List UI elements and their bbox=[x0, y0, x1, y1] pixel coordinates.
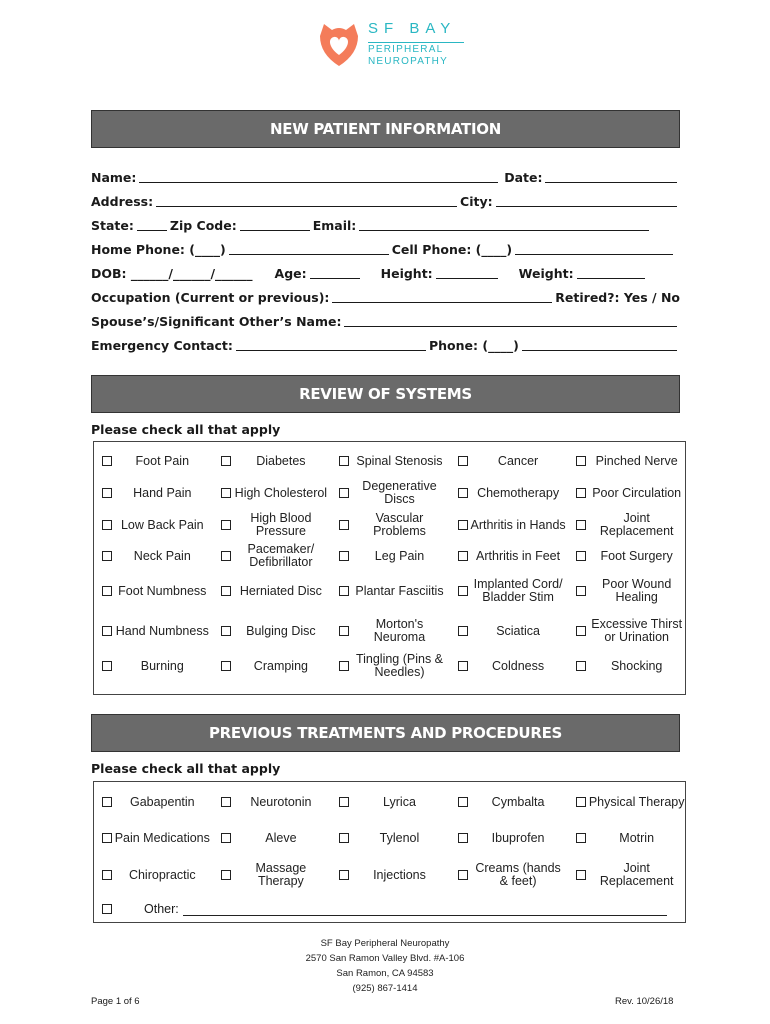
treatments-instruction: Please check all that apply bbox=[91, 761, 281, 776]
footer-city: San Ramon, CA 94583 bbox=[336, 968, 434, 979]
checklist-item-pacemaker-defibrillator[interactable] bbox=[213, 543, 332, 569]
occupation-field[interactable] bbox=[332, 288, 552, 303]
checklist-item-joint-replacement[interactable] bbox=[568, 862, 687, 888]
checkbox[interactable] bbox=[102, 833, 112, 843]
checkbox[interactable] bbox=[339, 488, 349, 498]
checklist-label: Motrin bbox=[619, 830, 655, 845]
checklist-item-vascular-problems[interactable] bbox=[331, 512, 450, 538]
city-label: City: bbox=[460, 194, 493, 209]
weight-field[interactable] bbox=[577, 264, 645, 279]
checklist-label: Tingling (Pins & Needles) bbox=[355, 652, 444, 679]
checklist-label: Coldness bbox=[492, 658, 545, 673]
logo-text-sf-bay: SF BAY bbox=[368, 20, 457, 37]
checkbox[interactable] bbox=[102, 797, 112, 807]
checkbox[interactable] bbox=[576, 586, 586, 596]
checkbox[interactable] bbox=[458, 586, 468, 596]
email-label: Email: bbox=[312, 218, 357, 233]
checklist-item-cramping[interactable] bbox=[213, 660, 332, 673]
checkbox[interactable] bbox=[576, 661, 586, 671]
checklist-label: Spinal Stenosis bbox=[356, 453, 443, 468]
checklist-item-neurotonin[interactable] bbox=[213, 796, 332, 809]
checklist-item-foot-pain[interactable] bbox=[94, 455, 213, 468]
checkbox[interactable] bbox=[458, 520, 468, 530]
checklist-label: Leg Pain bbox=[374, 548, 425, 563]
checkbox[interactable] bbox=[339, 551, 349, 561]
checkbox[interactable] bbox=[102, 456, 112, 466]
checklist-row bbox=[94, 445, 685, 477]
email-field[interactable] bbox=[359, 216, 649, 231]
checklist-item-injections[interactable] bbox=[331, 869, 450, 882]
checklist-item-gabapentin[interactable] bbox=[94, 796, 213, 809]
checklist-item-spinal-stenosis[interactable] bbox=[331, 455, 450, 468]
checklist-item-leg-pain[interactable] bbox=[331, 550, 450, 563]
occupation-label: Occupation (Current or previous): bbox=[91, 290, 330, 305]
checklist-label: Pain Medications bbox=[114, 830, 210, 845]
checklist-item-high-cholesterol[interactable] bbox=[213, 487, 332, 500]
checklist-label: Hand Numbness bbox=[115, 623, 209, 638]
checklist-label: Pacemaker/ Defibrillator bbox=[247, 542, 315, 569]
checklist-label: Plantar Fasciitis bbox=[355, 583, 444, 598]
checkbox[interactable] bbox=[221, 520, 231, 530]
checkbox[interactable] bbox=[102, 520, 112, 530]
checkbox[interactable] bbox=[339, 626, 349, 636]
name-field[interactable] bbox=[139, 168, 498, 183]
checklist-item-bulging-disc[interactable] bbox=[213, 625, 332, 638]
checkbox[interactable] bbox=[221, 586, 231, 596]
emergency-phone-label: Phone: (____) bbox=[429, 338, 519, 353]
checklist-item-physical-therapy[interactable] bbox=[568, 796, 687, 809]
checkbox[interactable] bbox=[576, 833, 586, 843]
checklist-item-lyrica[interactable] bbox=[331, 796, 450, 809]
checkbox[interactable] bbox=[458, 626, 468, 636]
checkbox[interactable] bbox=[339, 661, 349, 671]
checkbox[interactable] bbox=[458, 661, 468, 671]
checkbox[interactable] bbox=[458, 870, 468, 880]
checklist-label: Cancer bbox=[497, 453, 539, 468]
occupation-row bbox=[91, 286, 680, 310]
checklist-item-tingling-pins-needles[interactable] bbox=[331, 653, 450, 679]
checklist-item-shocking[interactable] bbox=[568, 660, 687, 673]
dob-label[interactable]: DOB: ______/______/______ bbox=[91, 266, 253, 281]
name-label: Name: bbox=[91, 170, 137, 185]
checkbox[interactable] bbox=[221, 661, 231, 671]
checklist-item-sciatica[interactable] bbox=[450, 625, 569, 638]
checklist-row bbox=[94, 785, 685, 819]
treatments-checklist bbox=[93, 781, 686, 923]
checklist-item-cancer[interactable] bbox=[450, 455, 569, 468]
logo-text-neuropathy: NEUROPATHY bbox=[368, 56, 448, 67]
checkbox[interactable] bbox=[221, 626, 231, 636]
checklist-label: Excessive Thirst or Urination bbox=[591, 617, 683, 644]
checklist-item-foot-surgery[interactable] bbox=[568, 550, 687, 563]
checkbox[interactable] bbox=[339, 870, 349, 880]
checklist-item-massage-therapy[interactable] bbox=[213, 862, 332, 888]
address-label: Address: bbox=[91, 194, 154, 209]
spouse-field[interactable] bbox=[344, 312, 677, 327]
checklist-item-plantar-fasciitis[interactable] bbox=[331, 585, 450, 598]
checklist-item-poor-wound-healing[interactable] bbox=[568, 578, 687, 604]
checklist-label: Foot Pain bbox=[135, 453, 190, 468]
checklist-item-ibuprofen[interactable] bbox=[450, 832, 569, 845]
checklist-label: Implanted Cord/ Bladder Stim bbox=[473, 577, 563, 604]
checkbox[interactable] bbox=[221, 488, 231, 498]
retired-label[interactable]: Retired?: Yes / No bbox=[555, 290, 680, 305]
checklist-item-tylenol[interactable] bbox=[331, 832, 450, 845]
section-header-treatments: PREVIOUS TREATMENTS AND PROCEDURES bbox=[91, 714, 680, 752]
checklist-label: Joint Replacement bbox=[599, 511, 674, 538]
checkbox[interactable] bbox=[576, 797, 586, 807]
other-checkbox[interactable] bbox=[102, 904, 112, 914]
checklist-item-excessive-thirst-or-urination[interactable] bbox=[568, 618, 687, 644]
checkbox[interactable] bbox=[576, 870, 586, 880]
checkbox[interactable] bbox=[221, 797, 231, 807]
checkbox[interactable] bbox=[339, 520, 349, 530]
state-field[interactable] bbox=[137, 216, 167, 231]
state-label: State: bbox=[91, 218, 134, 233]
checklist-label: Vascular Problems bbox=[373, 511, 426, 538]
zip-label: Zip Code: bbox=[169, 218, 237, 233]
checkbox[interactable] bbox=[339, 586, 349, 596]
checklist-label: Low Back Pain bbox=[120, 517, 204, 532]
checkbox[interactable] bbox=[458, 456, 468, 466]
checklist-item-low-back-pain[interactable] bbox=[94, 519, 213, 532]
checklist-item-pain-medications[interactable] bbox=[94, 832, 213, 845]
systems-checklist bbox=[93, 441, 686, 695]
checklist-item-implanted-cord-bladder-stim[interactable] bbox=[450, 578, 569, 604]
checklist-item-cymbalta[interactable] bbox=[450, 796, 569, 809]
checklist-item-neck-pain[interactable] bbox=[94, 550, 213, 563]
checklist-label: Sciatica bbox=[496, 623, 540, 638]
checklist-item-motrin[interactable] bbox=[568, 832, 687, 845]
dob-row bbox=[91, 262, 680, 286]
checklist-label: Foot Surgery bbox=[600, 548, 673, 563]
checklist-label: Injections bbox=[373, 867, 426, 882]
emergency-row bbox=[91, 334, 680, 358]
checkbox[interactable] bbox=[458, 488, 468, 498]
checklist-item-burning[interactable] bbox=[94, 660, 213, 673]
checkbox[interactable] bbox=[102, 586, 112, 596]
checklist-label: Arthritis in Feet bbox=[476, 548, 561, 563]
footer-street: 2570 San Ramon Valley Blvd. #A-106 bbox=[305, 953, 465, 964]
checklist-label: Neck Pain bbox=[133, 548, 191, 563]
height-label: Height: bbox=[380, 266, 433, 281]
emergency-label: Emergency Contact: bbox=[91, 338, 233, 353]
checklist-label: Tylenol bbox=[379, 830, 420, 845]
checkbox[interactable] bbox=[102, 661, 112, 671]
checkbox[interactable] bbox=[458, 797, 468, 807]
checkbox[interactable] bbox=[221, 870, 231, 880]
checklist-label: Arthritis in Hands bbox=[470, 517, 566, 532]
checklist-row bbox=[94, 611, 685, 651]
checklist-label: Burning bbox=[140, 658, 184, 673]
phone-row bbox=[91, 238, 680, 262]
checklist-item-chemotherapy[interactable] bbox=[450, 487, 569, 500]
checklist-label: Bulging Disc bbox=[246, 623, 316, 638]
checklist-row bbox=[94, 651, 685, 681]
checklist-item-hand-numbness[interactable] bbox=[94, 625, 213, 638]
checklist-label: Pinched Nerve bbox=[595, 453, 678, 468]
checkbox[interactable] bbox=[102, 488, 112, 498]
spouse-row bbox=[91, 310, 680, 334]
checkbox[interactable] bbox=[339, 797, 349, 807]
checklist-item-arthritis-in-hands[interactable] bbox=[450, 519, 569, 532]
checkbox[interactable] bbox=[576, 456, 586, 466]
checkbox[interactable] bbox=[102, 551, 112, 561]
checklist-label: Joint Replacement bbox=[599, 861, 674, 888]
checklist-label: Foot Numbness bbox=[118, 583, 207, 598]
checkbox[interactable] bbox=[576, 520, 586, 530]
emergency-field[interactable] bbox=[236, 336, 426, 351]
checklist-item-arthritis-in-feet[interactable] bbox=[450, 550, 569, 563]
checklist-item-aleve[interactable] bbox=[213, 832, 332, 845]
checklist-item-foot-numbness[interactable] bbox=[94, 585, 213, 598]
checklist-label: Shocking bbox=[610, 658, 663, 673]
checklist-item-coldness[interactable] bbox=[450, 660, 569, 673]
checklist-row bbox=[94, 477, 685, 509]
cell-phone-field[interactable] bbox=[515, 240, 673, 255]
emergency-phone-field[interactable] bbox=[522, 336, 677, 351]
checklist-item-hand-pain[interactable] bbox=[94, 487, 213, 500]
patient-info-form bbox=[91, 166, 680, 358]
checklist-label: Degenerative Discs bbox=[362, 479, 437, 506]
checklist-row bbox=[94, 571, 685, 611]
checklist-label: High Cholesterol bbox=[234, 485, 328, 500]
height-field[interactable] bbox=[436, 264, 498, 279]
section-header-patient-info: NEW PATIENT INFORMATION bbox=[91, 110, 680, 148]
checklist-label: Neurotonin bbox=[250, 794, 312, 809]
checkbox[interactable] bbox=[221, 551, 231, 561]
cell-phone-label: Cell Phone: (____) bbox=[391, 242, 513, 257]
checkbox[interactable] bbox=[339, 456, 349, 466]
checklist-label: Morton's Neuroma bbox=[373, 617, 426, 644]
checkbox[interactable] bbox=[576, 626, 586, 636]
checklist-item-herniated-disc[interactable] bbox=[213, 585, 332, 598]
other-label: Other: bbox=[144, 902, 179, 916]
home-phone-field[interactable] bbox=[229, 240, 389, 255]
footer-address bbox=[0, 936, 770, 996]
revision-date: Rev. 10/26/18 bbox=[615, 996, 674, 1007]
checklist-label: Diabetes bbox=[256, 453, 306, 468]
checklist-item-creams-hands-feet[interactable] bbox=[450, 862, 569, 888]
checkbox[interactable] bbox=[576, 551, 586, 561]
checkbox[interactable] bbox=[221, 456, 231, 466]
name-row bbox=[91, 166, 680, 190]
checklist-label: Herniated Disc bbox=[239, 583, 322, 598]
checklist-label: Poor Circulation bbox=[592, 485, 682, 500]
address-field[interactable] bbox=[156, 192, 457, 207]
checkbox[interactable] bbox=[458, 833, 468, 843]
checklist-row bbox=[94, 541, 685, 571]
checklist-label: Chiropractic bbox=[128, 867, 196, 882]
checklist-row bbox=[94, 819, 685, 857]
checklist-label: Physical Therapy bbox=[588, 794, 685, 809]
checklist-label: Creams (hands & feet) bbox=[475, 861, 561, 888]
footer-practice-name: SF Bay Peripheral Neuropathy bbox=[320, 938, 450, 949]
checklist-label: Cramping bbox=[253, 658, 308, 673]
checklist-item-joint-replacement[interactable] bbox=[568, 512, 687, 538]
systems-instruction: Please check all that apply bbox=[91, 422, 281, 437]
checklist-item-morton-s-neuroma[interactable] bbox=[331, 618, 450, 644]
checklist-label: Chemotherapy bbox=[477, 485, 560, 500]
checklist-item-poor-circulation[interactable] bbox=[568, 487, 687, 500]
practice-logo bbox=[318, 20, 468, 70]
heart-shield-icon bbox=[318, 22, 360, 68]
checklist-label: Ibuprofen bbox=[491, 830, 545, 845]
checklist-row bbox=[94, 857, 685, 893]
home-phone-label: Home Phone: (____) bbox=[91, 242, 226, 257]
footer-phone: (925) 867-1414 bbox=[352, 983, 418, 994]
zip-field[interactable] bbox=[240, 216, 310, 231]
logo-divider bbox=[368, 42, 464, 43]
checklist-label: Aleve bbox=[265, 830, 297, 845]
city-field[interactable] bbox=[496, 192, 677, 207]
logo-text-peripheral: PERIPHERAL bbox=[368, 44, 444, 55]
checkbox[interactable] bbox=[576, 488, 586, 498]
checklist-item-pinched-nerve[interactable] bbox=[568, 455, 687, 468]
spouse-label: Spouse’s/Significant Other’s Name: bbox=[91, 314, 342, 329]
date-label: Date: bbox=[504, 170, 543, 185]
date-field[interactable] bbox=[545, 168, 677, 183]
page-number: Page 1 of 6 bbox=[91, 996, 140, 1007]
age-field[interactable] bbox=[310, 264, 360, 279]
age-label: Age: bbox=[274, 266, 307, 281]
other-field[interactable] bbox=[183, 903, 667, 916]
checklist-label: Lyrica bbox=[383, 794, 416, 809]
checklist-label: Cymbalta bbox=[491, 794, 545, 809]
checklist-item-chiropractic[interactable] bbox=[94, 869, 213, 882]
checkbox[interactable] bbox=[102, 626, 112, 636]
checklist-label: Massage Therapy bbox=[255, 861, 307, 888]
other-row bbox=[94, 893, 685, 925]
checklist-item-diabetes[interactable] bbox=[213, 455, 332, 468]
state-row bbox=[91, 214, 680, 238]
checklist-label: Hand Pain bbox=[133, 485, 192, 500]
checklist-label: Gabapentin bbox=[129, 794, 195, 809]
section-header-review-of-systems: REVIEW OF SYSTEMS bbox=[91, 375, 680, 413]
checkbox[interactable] bbox=[102, 870, 112, 880]
checklist-label: Poor Wound Healing bbox=[602, 577, 672, 604]
checklist-item-degenerative-discs[interactable] bbox=[331, 480, 450, 506]
checkbox[interactable] bbox=[221, 833, 231, 843]
checkbox[interactable] bbox=[458, 551, 468, 561]
address-row bbox=[91, 190, 680, 214]
checkbox[interactable] bbox=[339, 833, 349, 843]
checklist-row bbox=[94, 509, 685, 541]
checklist-item-high-blood-pressure[interactable] bbox=[213, 512, 332, 538]
weight-label: Weight: bbox=[518, 266, 574, 281]
checklist-label: High Blood Pressure bbox=[250, 511, 312, 538]
